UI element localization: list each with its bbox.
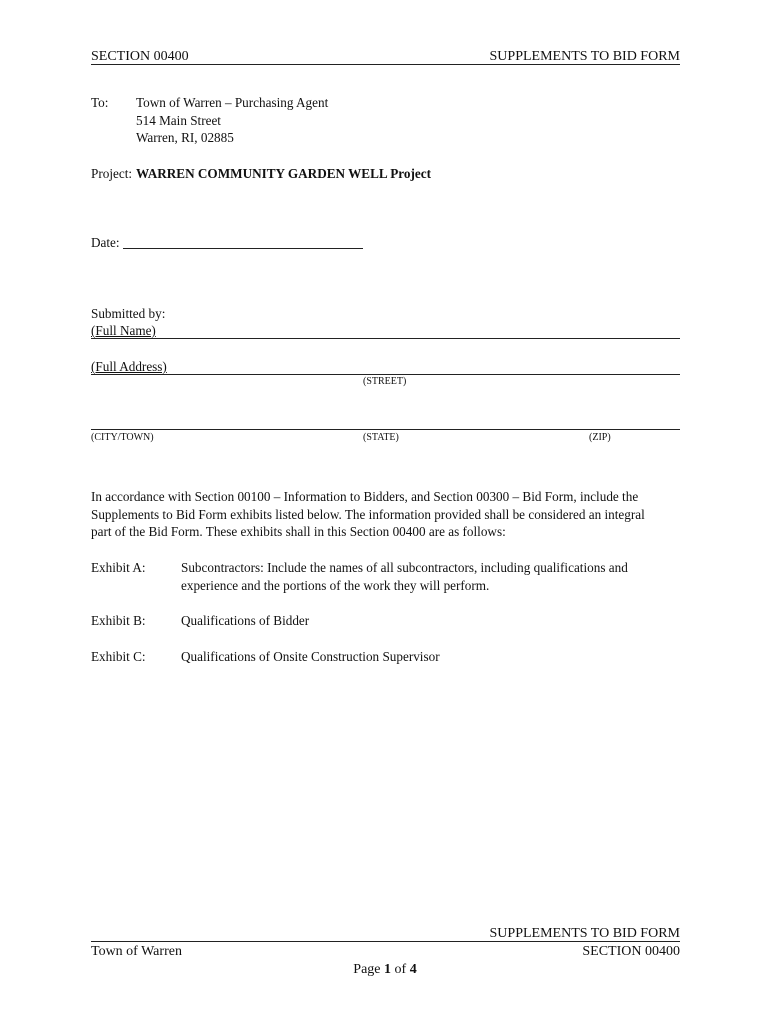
street-caption: (STREET) (363, 376, 407, 387)
street-field-line[interactable] (91, 374, 680, 375)
footer-title: SUPPLEMENTS TO BID FORM (489, 926, 680, 941)
header-rule (91, 64, 680, 65)
submitted-by-label: Submitted by: (91, 306, 166, 321)
exhibit-b-text: Qualifications of Bidder (181, 613, 310, 628)
intro-line-1: In accordance with Section 00100 – Information to Bidders, and Section 00300 – Bid Form, include the (91, 489, 639, 504)
state-caption: (STATE) (363, 432, 399, 443)
to-line-2: 514 Main Street (136, 112, 221, 128)
page-of: of (394, 962, 407, 977)
project-label: Project: (91, 166, 133, 181)
exhibit-a-line-1: Subcontractors: Include the names of all subcontractors, including qualifications and (181, 560, 628, 575)
intro-line-2: Supplements to Bid Form exhibits listed below. The information provided shall be considered an integral (91, 506, 645, 522)
footer-section-label: SECTION 00400 (582, 944, 680, 959)
exhibit-c-label: Exhibit C: (91, 649, 146, 664)
exhibit-b-label: Exhibit B: (91, 613, 146, 628)
exhibit-a-line-2: experience and the portions of the work they will perform. (181, 577, 490, 593)
intro-line-3: part of the Bid Form. These exhibits shall in this Section 00400 are as follows: (91, 524, 506, 539)
footer-rule (91, 941, 680, 942)
page-prefix: Page (353, 962, 381, 977)
date-label: Date: (91, 235, 120, 250)
exhibit-a-label: Exhibit A: (91, 560, 146, 575)
full-address-label: (Full Address) (91, 359, 167, 374)
full-name-label: (Full Name) (91, 323, 156, 338)
footer-org: Town of Warren (91, 944, 182, 959)
header-section-label: SECTION 00400 (91, 49, 189, 64)
to-label: To: (91, 95, 109, 110)
page-total: 4 (409, 962, 417, 977)
page-number (0, 961, 770, 978)
page-current: 1 (384, 962, 392, 977)
to-line-3: Warren, RI, 02885 (136, 130, 234, 145)
zip-caption: (ZIP) (589, 432, 611, 443)
exhibit-c-text: Qualifications of Onsite Construction Supervisor (181, 649, 440, 664)
to-line-1: Town of Warren – Purchasing Agent (136, 95, 329, 110)
full-name-field-line[interactable] (91, 338, 680, 339)
header-title: SUPPLEMENTS TO BID FORM (489, 49, 680, 64)
city-caption: (CITY/TOWN) (91, 432, 154, 443)
city-state-zip-field-line[interactable] (91, 429, 680, 430)
date-field-line[interactable] (123, 248, 363, 249)
project-name: WARREN COMMUNITY GARDEN WELL Project (136, 166, 431, 181)
